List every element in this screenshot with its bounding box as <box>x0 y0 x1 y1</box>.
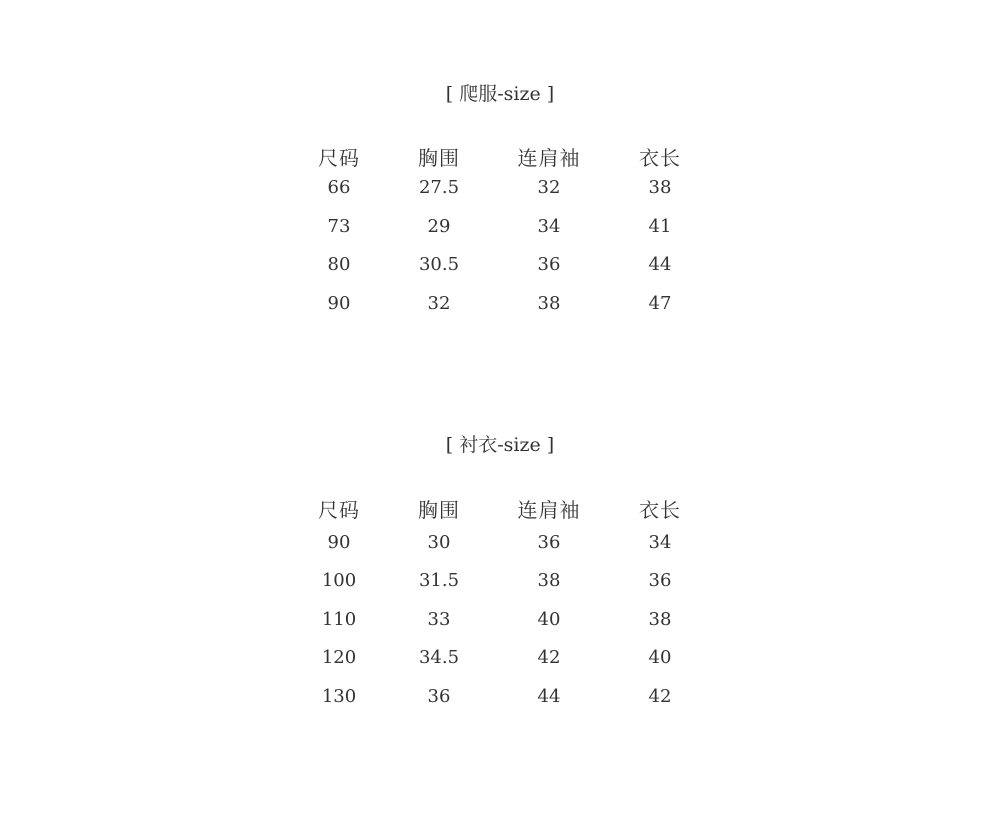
table-cell: 47 <box>648 293 672 314</box>
header-sleeve: 连肩袖 <box>517 498 581 522</box>
table-cell: 30.5 <box>418 254 460 275</box>
table-cell: 73 <box>327 216 351 237</box>
table-cell: 36 <box>427 686 451 707</box>
table-cell: 36 <box>648 570 672 591</box>
table-cell: 34.5 <box>418 647 460 668</box>
table-cell: 40 <box>648 647 672 668</box>
table-cell: 36 <box>537 254 561 275</box>
table-cell: 33 <box>427 609 451 630</box>
table-cell: 32 <box>537 177 561 198</box>
table-cell: 32 <box>427 293 451 314</box>
table-cell: 41 <box>648 216 672 237</box>
table-cell: 42 <box>537 647 561 668</box>
table-cell: 130 <box>321 686 357 707</box>
table-cell: 34 <box>537 216 561 237</box>
table-cell: 38 <box>648 177 672 198</box>
header-length: 衣长 <box>639 498 681 522</box>
table-cell: 31.5 <box>418 570 460 591</box>
table-cell: 34 <box>648 532 672 553</box>
table-cell: 110 <box>321 609 357 630</box>
table-cell: 90 <box>327 532 351 553</box>
table-cell: 40 <box>537 609 561 630</box>
table-cell: 44 <box>537 686 561 707</box>
header-chest: 胸围 <box>418 498 460 522</box>
header-size: 尺码 <box>318 146 360 170</box>
table-cell: 42 <box>648 686 672 707</box>
table-cell: 120 <box>321 647 357 668</box>
table-cell: 44 <box>648 254 672 275</box>
section-title: [ 衬衣-size ] <box>445 434 555 456</box>
header-size: 尺码 <box>318 498 360 522</box>
header-length: 衣长 <box>639 146 681 170</box>
table-cell: 38 <box>648 609 672 630</box>
table-cell: 38 <box>537 570 561 591</box>
section-title: [ 爬服-size ] <box>445 83 555 105</box>
table-cell: 80 <box>327 254 351 275</box>
table-cell: 38 <box>537 293 561 314</box>
table-cell: 27.5 <box>418 177 460 198</box>
table-cell: 30 <box>427 532 451 553</box>
table-cell: 36 <box>537 532 561 553</box>
header-sleeve: 连肩袖 <box>517 146 581 170</box>
table-cell: 66 <box>327 177 351 198</box>
table-cell: 29 <box>427 216 451 237</box>
header-chest: 胸围 <box>418 146 460 170</box>
table-cell: 90 <box>327 293 351 314</box>
table-cell: 100 <box>321 570 357 591</box>
